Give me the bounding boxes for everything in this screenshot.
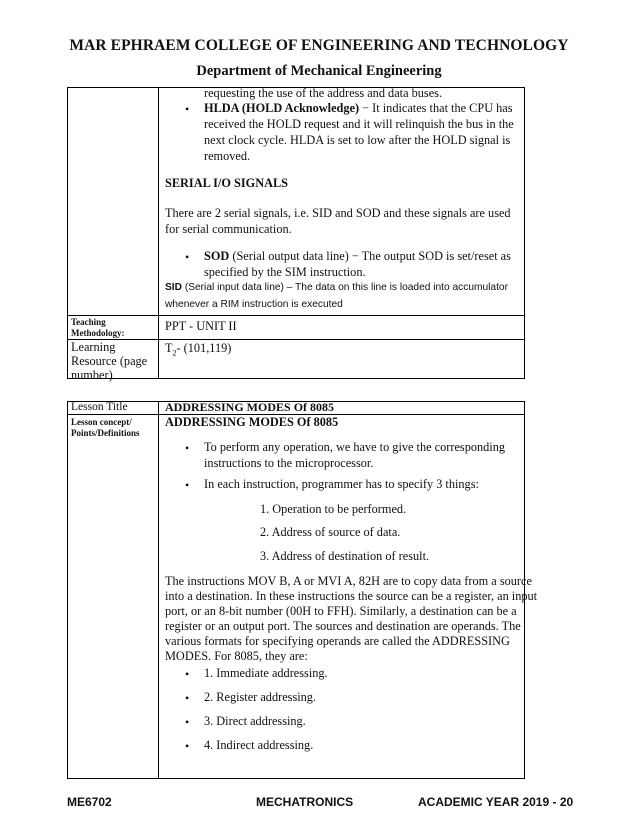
resource-pages: - (101,119) [176,341,232,355]
sid-text: (Serial input data line) – The data on this line is loaded into accumulator [181,282,508,293]
bullet-icon: • [185,667,190,681]
sod-text: (Serial output data line) − The output SOD is set/reset as [229,249,511,263]
teaching-label: Teaching Methodology: [71,317,125,338]
college-title: MAR EPHRAEM COLLEGE OF ENGINEERING AND TECHNOLOGY [69,37,569,54]
paragraph-line: MODES. For 8085, they are: [165,649,308,663]
bullet-icon: • [185,102,190,116]
bullet-icon: • [185,739,190,753]
table1-column-divider [158,87,159,379]
paragraph-line: port, or an 8-bit number (00H to FFH). Similarly, a destination can be a [165,604,517,618]
sid-line: whenever a RIM instruction is executed [165,299,343,310]
hlda-term: HLDA (HOLD Acknowledge) [204,101,360,115]
sod-term: SOD [204,249,230,263]
resource-label: number) [71,368,113,382]
continued-line: requesting the use of the address and data buses. [204,86,443,100]
table1-row-divider [67,339,525,340]
paragraph-line: various formats for specifying operands are called the ADDRESSING [165,634,510,648]
hlda-line: next clock cycle. HLDA is set to low after the HOLD signal is [204,133,511,147]
paragraph-line: into a destination. In these instructions the source can be a register, an input [165,589,538,603]
section-heading: ADDRESSING MODES Of 8085 [165,415,339,429]
hlda-line: received the HOLD request and it will relinquish the bus in the [204,117,514,131]
concept-label: Points/Definitions [71,428,140,438]
concept-label: Lesson concept/ [71,417,132,427]
numbered-item: 2. Address of source of data. [260,525,401,539]
teaching-value: PPT - UNIT II [165,319,237,333]
hlda-item [204,101,522,117]
resource-subscript: 2 [172,348,177,358]
bullet-icon: • [185,715,190,729]
numbered-item: 1. Operation to be performed. [260,502,407,516]
mode-item: 1. Immediate addressing. [204,666,328,680]
hlda-text: − It indicates that the CPU has [359,101,513,115]
sod-line: specified by the SIM instruction. [204,265,366,279]
mode-item: 3. Direct addressing. [204,714,306,728]
footer-subject: MECHATRONICS [256,795,354,809]
intro-bullet-line: instructions to the microprocessor. [204,456,374,470]
serial-text: for serial communication. [165,222,292,236]
sid-item [165,280,508,296]
table2-column-divider [158,401,159,779]
serial-heading: SERIAL I/O SIGNALS [165,176,289,190]
bullet-icon: • [185,441,190,455]
table1-row-divider [67,315,525,316]
mode-item: 4. Indirect addressing. [204,738,314,752]
serial-text: There are 2 serial signals, i.e. SID and SOD and these signals are used [165,206,511,220]
resource-label: Learning [71,340,116,354]
footer-code: ME6702 [67,795,112,809]
resource-t: T [165,341,173,355]
sid-term: SID [165,282,182,293]
bullet-icon: • [185,478,190,492]
paragraph-line: register or an output port. The sources and destination are operands. The [165,619,521,633]
things-bullet: In each instruction, programmer has to specify 3 things: [204,477,479,491]
sod-item [204,249,511,265]
bullet-icon: • [185,250,190,264]
numbered-item: 3. Address of destination of result. [260,549,430,563]
lesson-title-label: Lesson Title [71,401,128,413]
mode-item: 2. Register addressing. [204,690,317,704]
paragraph-line: The instructions MOV B, A or MVI A, 82H are to copy data from a source [165,574,532,588]
footer-year: ACADEMIC YEAR 2019 - 20 [418,795,574,809]
bullet-icon: • [185,691,190,705]
department-title: Department of Mechanical Engineering [196,63,442,79]
intro-bullet: To perform any operation, we have to give the corresponding [204,440,505,454]
resource-label: Resource (page [71,354,148,368]
lesson-title-value: ADDRESSING MODES Of 8085 [165,400,335,414]
resource-value [165,341,231,361]
hlda-line: removed. [204,149,251,163]
